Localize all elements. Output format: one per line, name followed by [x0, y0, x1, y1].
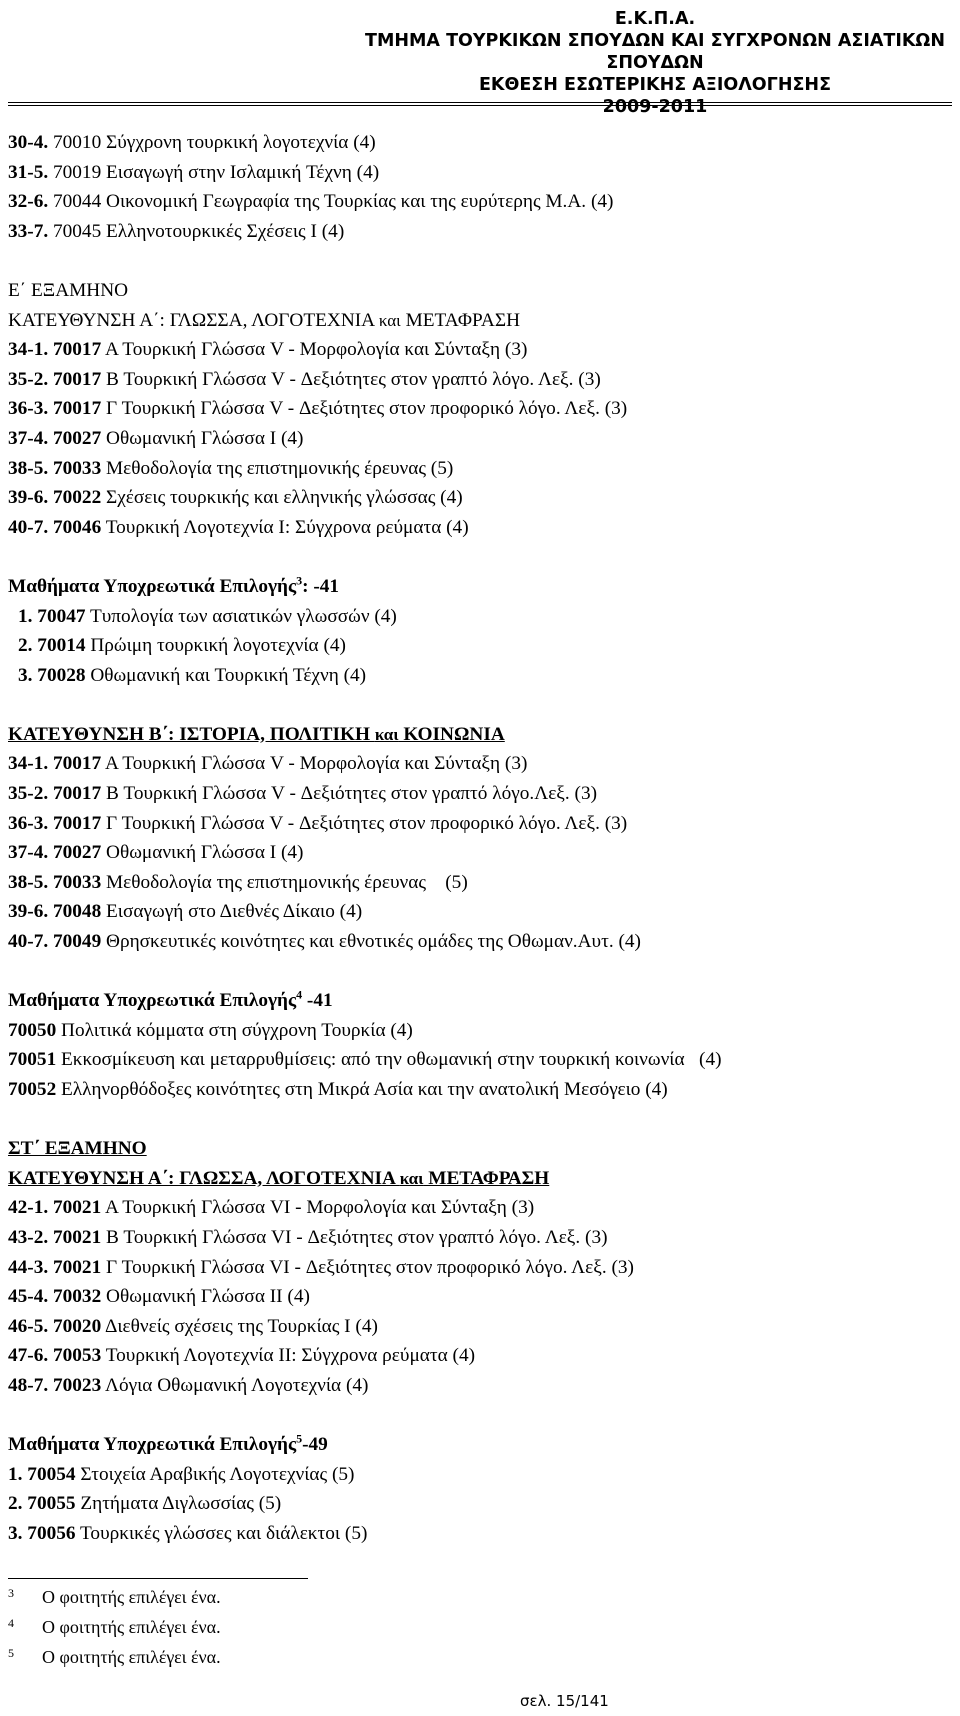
sem6-direction-a-heading: ΚΑΤΕΥΘΥΝΣΗ Α΄: ΓΛΩΣΣΑ, ΛΟΓΟΤΕΧΝΙΑ και ΜΕΤΑΦΡΑΣΗ: [8, 1167, 550, 1189]
footnote-divider: [8, 1578, 308, 1579]
list-item: 3. 70028 Οθωμανική και Τουρκική Τέχνη (4): [18, 664, 367, 686]
header-report-title: ΕΚΘΕΣΗ ΕΣΩΤΕΡΙΚΗΣ ΑΞΙΟΛΟΓΗΣΗΣ: [478, 75, 832, 95]
list-item: 38-5. 70033 Μεθοδολογία της επιστημονικής έρευνας (5): [8, 457, 454, 479]
sem5-direction-b-courses: [8, 749, 952, 956]
header-institution: Ε.Κ.Π.Α.: [614, 9, 696, 29]
list-item: 39-6. 70048 Εισαγωγή στο Διεθνές Δίκαιο (4): [8, 901, 363, 923]
sem5-direction-b-heading: ΚΑΤΕΥΘΥΝΣΗ Β΄: ΙΣΤΟΡΙΑ, ΠΟΛΙΤΙΚΗ και ΚΟΙΝΩΝΙΑ: [8, 723, 505, 745]
list-item: 34-1. 70017 Α Τουρκική Γλώσσα V - Μορφολογία και Σύνταξη (3): [8, 753, 528, 775]
list-item: 36-3. 70017 Γ Τουρκική Γλώσσα V - Δεξιότητες στον προφορικό λόγο. Λεξ. (3): [8, 398, 628, 420]
list-item: 3. 70056 Τουρκικές γλώσσες και διάλεκτοι (5): [8, 1522, 368, 1544]
list-item: 43-2. 70021 Β Τουρκική Γλώσσα VI - Δεξιότητες στον γραπτό λόγο. Λεξ. (3): [8, 1226, 608, 1248]
list-item: 34-1. 70017 Α Τουρκική Γλώσσα V - Μορφολογία και Σύνταξη (3): [8, 339, 528, 361]
list-item: 31-5. 70019 Εισαγωγή στην Ισλαμική Τέχνη (4): [8, 161, 380, 183]
list-item: 48-7. 70023 Λόγια Οθωμανική Λογοτεχνία (4): [8, 1374, 369, 1396]
header-divider: [8, 102, 952, 103]
semester-6-title: ΣΤ΄ ΕΞΑΜΗΝΟ: [8, 1138, 147, 1160]
list-item: 2. 70014 Πρώιμη τουρκική λογοτεχνία (4): [18, 635, 346, 657]
list-item: 35-2. 70017 Β Τουρκική Γλώσσα V - Δεξιότητες στον γραπτό λόγο.Λεξ. (3): [8, 783, 598, 805]
list-item: 44-3. 70021 Γ Τουρκική Γλώσσα VI - Δεξιότητες στον προφορικό λόγο. Λεξ. (3): [8, 1256, 634, 1278]
list-item: 33-7. 70045 Ελληνοτουρκικές Σχέσεις Ι (4): [8, 220, 345, 242]
list-item: 38-5. 70033 Μεθοδολογία της επιστημονικής έρευνας (5): [8, 871, 468, 893]
sem6-elective-heading: Μαθήματα Υποχρεωτικά Επιλογής$^5$-49: [8, 1431, 328, 1456]
semester-5-title: Ε΄ ΕΞΑΜΗΝΟ: [8, 279, 129, 301]
list-item: 40-7. 70049 Θρησκευτικές κοινότητες και εθνοτικές ομάδες της Οθωμαν.Αυτ. (4): [8, 931, 641, 953]
list-item: 32-6. 70044 Οικονομική Γεωγραφία της Τουρκίας και της ευρύτερης Μ.Α. (4): [8, 191, 614, 213]
list-item: 70052 Ελληνορθόδοξες κοινότητες στη Μικρά Ασία και την ανατολική Μεσόγειο (4): [8, 1079, 668, 1100]
sem5-direction-a-courses: [8, 335, 952, 542]
header-department: ΤΜΗΜΑ ΤΟΥΡΚΙΚΩΝ ΣΠΟΥΔΩΝ ΚΑΙ ΣΥΓΧΡΟΝΩΝ ΑΣΙΑΤΙΚΩΝ ΣΠΟΥΔΩΝ: [365, 31, 945, 73]
list-item: 36-3. 70017 Γ Τουρκική Γλώσσα V - Δεξιότητες στον προφορικό λόγο. Λεξ. (3): [8, 812, 628, 834]
sem5-b-elective-heading: Μαθήματα Υποχρεωτικά Επιλογής$^4$ -41: [8, 987, 333, 1012]
list-item: 1. 70047 Τυπολογία των ασιατικών γλωσσών (4): [18, 605, 397, 627]
header-divider-2: [8, 105, 952, 106]
header-period: 2009-2011: [602, 97, 708, 117]
list-item: 45-4. 70032 Οθωμανική Γλώσσα ΙΙ (4): [8, 1286, 310, 1308]
list-item: 42-1. 70021 Α Τουρκική Γλώσσα VI - Μορφολογία και Σύνταξη (3): [8, 1197, 535, 1219]
sem5-direction-a-heading: ΚΑΤΕΥΘΥΝΣΗ Α΄: ΓΛΩΣΣΑ, ΛΟΓΟΤΕΧΝΙΑ και ΜΕΤΑΦΡΑΣΗ: [8, 309, 520, 331]
sem6-electives: [8, 1460, 952, 1549]
footnote: 4 Ο φοιτητής επιλέγει ένα.: [8, 1616, 221, 1637]
list-item: 37-4. 70027 Οθωμανική Γλώσσα Ι (4): [8, 842, 304, 864]
top-course-list: [8, 128, 952, 246]
sem5-a-electives: [8, 602, 952, 691]
list-item: 2. 70055 Ζητήματα Διγλωσσίας (5): [8, 1493, 282, 1515]
footnotes: [8, 1580, 221, 1670]
document-body: [8, 128, 952, 1549]
page-number: σελ. 15/141: [520, 1692, 609, 1710]
list-item: 40-7. 70046 Τουρκική Λογοτεχνία Ι: Σύγχρονα ρεύματα (4): [8, 516, 469, 538]
list-item: 70051 Εκκοσμίκευση και μεταρρυθμίσεις: από την οθωμανική στην τουρκική κοινωνία (4): [8, 1049, 722, 1071]
list-item: 47-6. 70053 Τουρκική Λογοτεχνία ΙΙ: Σύγχρονα ρεύματα (4): [8, 1345, 476, 1367]
list-item: 35-2. 70017 Β Τουρκική Γλώσσα V - Δεξιότητες στον γραπτό λόγο. Λεξ. (3): [8, 368, 601, 390]
footnote: 5 Ο φοιτητής επιλέγει ένα.: [8, 1646, 221, 1667]
sem6-direction-a-courses: [8, 1193, 952, 1400]
sem5-b-electives: [8, 1016, 952, 1105]
footnote: 3 Ο φοιτητής επιλέγει ένα.: [8, 1586, 221, 1607]
list-item: 70050 Πολιτικά κόμματα στη σύγχρονη Τουρκία (4): [8, 1019, 413, 1041]
list-item: 37-4. 70027 Οθωμανική Γλώσσα Ι (4): [8, 427, 304, 449]
list-item: 46-5. 70020 Διεθνείς σχέσεις της Τουρκίας Ι (4): [8, 1315, 378, 1337]
list-item: 1. 70054 Στοιχεία Αραβικής Λογοτεχνίας (5): [8, 1463, 355, 1485]
sem5-a-elective-heading: Μαθήματα Υποχρεωτικά Επιλογής$^3$: -41: [8, 573, 340, 597]
list-item: 39-6. 70022 Σχέσεις τουρκικής και ελληνικής γλώσσας (4): [8, 487, 463, 509]
list-item: 30-4. 70010 Σύγχρονη τουρκική λογοτεχνία (4): [8, 132, 376, 153]
